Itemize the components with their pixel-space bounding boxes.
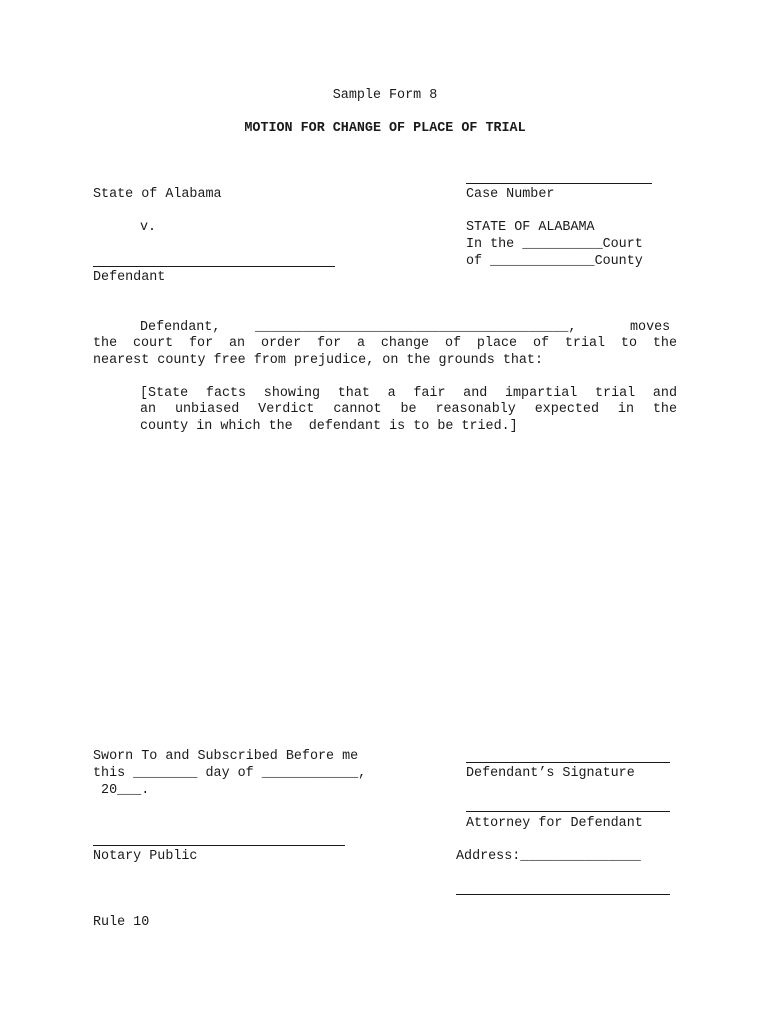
page-title: MOTION FOR CHANGE OF PLACE OF TRIAL	[244, 121, 526, 136]
address-label: Address:	[456, 849, 521, 864]
versus-label: v.	[140, 220, 157, 235]
county-label: County	[594, 254, 643, 269]
motion-line-3: nearest county free from prejudice, on the grounds that:	[93, 353, 543, 368]
case-number-label: Case Number	[466, 187, 555, 202]
sworn-date-line[interactable]: this ________ day of ____________,	[93, 766, 367, 781]
defendant-signature-line[interactable]	[466, 762, 670, 763]
motion-defendant-lead: Defendant,	[140, 320, 221, 335]
defendant-signature-label: Defendant’s Signature	[466, 766, 635, 781]
court-name-blank[interactable]: __________	[522, 237, 603, 252]
address-blank[interactable]: _______________	[520, 849, 641, 864]
defendant-name-line[interactable]	[93, 266, 335, 267]
sworn-year-line[interactable]: 20___.	[93, 783, 150, 798]
court-label: Court	[602, 237, 643, 252]
in-the-label: In the	[466, 237, 523, 252]
notary-public-label: Notary Public	[93, 849, 198, 864]
of-label: of	[466, 254, 491, 269]
rule-reference: Rule 10	[93, 915, 150, 930]
address-second-line[interactable]	[456, 894, 670, 895]
address-line	[456, 849, 641, 865]
notary-signature-line[interactable]	[93, 845, 345, 846]
county-name-blank[interactable]: _____________	[490, 254, 595, 269]
facts-line-2: an unbiased Verdict cannot be reasonably expected in the	[140, 402, 677, 417]
facts-line-1: [State facts showing that a fair and impartial trial and	[140, 386, 677, 401]
facts-line-3: county in which the defendant is to be tried.]	[140, 419, 518, 434]
motion-defendant-name-blank[interactable]: _______________________________________,	[255, 320, 577, 335]
defendant-label: Defendant	[93, 270, 166, 285]
motion-moves-word: moves	[630, 320, 671, 335]
county-line	[466, 254, 643, 270]
attorney-label: Attorney for Defendant	[466, 816, 643, 831]
sample-form-label: Sample Form 8	[332, 88, 438, 103]
motion-line-2: the court for an order for a change of place of trial to the	[93, 336, 677, 351]
case-number-line[interactable]	[466, 183, 652, 184]
state-of-alabama-label: State of Alabama	[93, 187, 222, 202]
sworn-statement: Sworn To and Subscribed Before me	[93, 749, 359, 764]
attorney-signature-line[interactable]	[466, 811, 670, 812]
court-line	[466, 237, 643, 253]
state-of-alabama-caps: STATE OF ALABAMA	[466, 220, 595, 235]
